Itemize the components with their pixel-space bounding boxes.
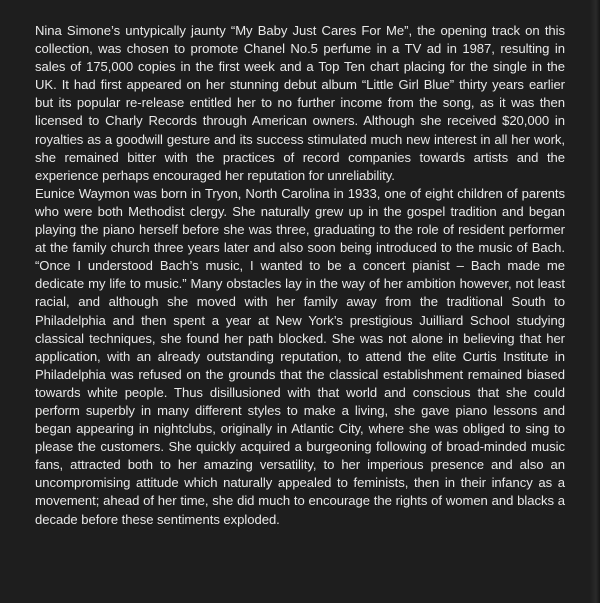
paragraph-biography: Eunice Waymon was born in Tryon, North Carolina in 1933, one of eight children of parents who were both Methodist clergy. She naturally grew up in the gospel tradition and began playing the piano herself before she was three, graduating to the role of resident performer at the family church three years later and also soon being introduced to the music of Bach. “Once I understood Bach’s music, I wanted to be a concert pianist – Bach made me dedicate my life to music.” Many obstacles lay in the way of her ambition however, not least racial, and although she moved with her family away from the traditional South to Philadelphia and then spent a year at New York’s prestigious Juilliard School studying classical techniques, she found her path blocked. She was not alone in believing that her application, with an already outstanding reputation, to attend the elite Curtis Institute in Philadelphia was refused on the grounds that the classical establishment remained biased towards white people. Thus disillusioned with that world and conscious that she could perform superbly in many different styles to make a living, she gave piano lessons and began appearing in nightclubs, originally in Atlantic City, where she was obliged to sing to please the customers. She quickly acquired a burgeoning following of broad-minded music fans, attracted both to her amazing versatility, to her imperious presence and also an uncompromising attitude which naturally appealed to feminists, then in their infancy as a movement; ahead of her time, she did much to encourage the rights of women and blacks a decade before these sentiments exploded. [35, 185, 565, 527]
paragraph-chanel-ad: Nina Simone’s untypically jaunty “My Baby Just Cares For Me”, the opening track on this collection, was chosen to promote Chanel No.5 perfume in a TV ad in 1987, resulting in sales of 175,000 copies in the first week and a Top Ten chart placing for the single in the UK. It had first appeared on her stunning debut album “Little Girl Blue” thirty years earlier but its popular re-release entitled her to no further income from the song, as it was then licensed to Charly Records through American owners. Although she received $20,000 in royalties as a goodwill gesture and its success stimulated much new interest in all her work, she remained bitter with the practices of record companies towards artists and the experience perhaps encouraged her reputation for unreliability. [35, 23, 565, 183]
article-text [35, 22, 565, 529]
